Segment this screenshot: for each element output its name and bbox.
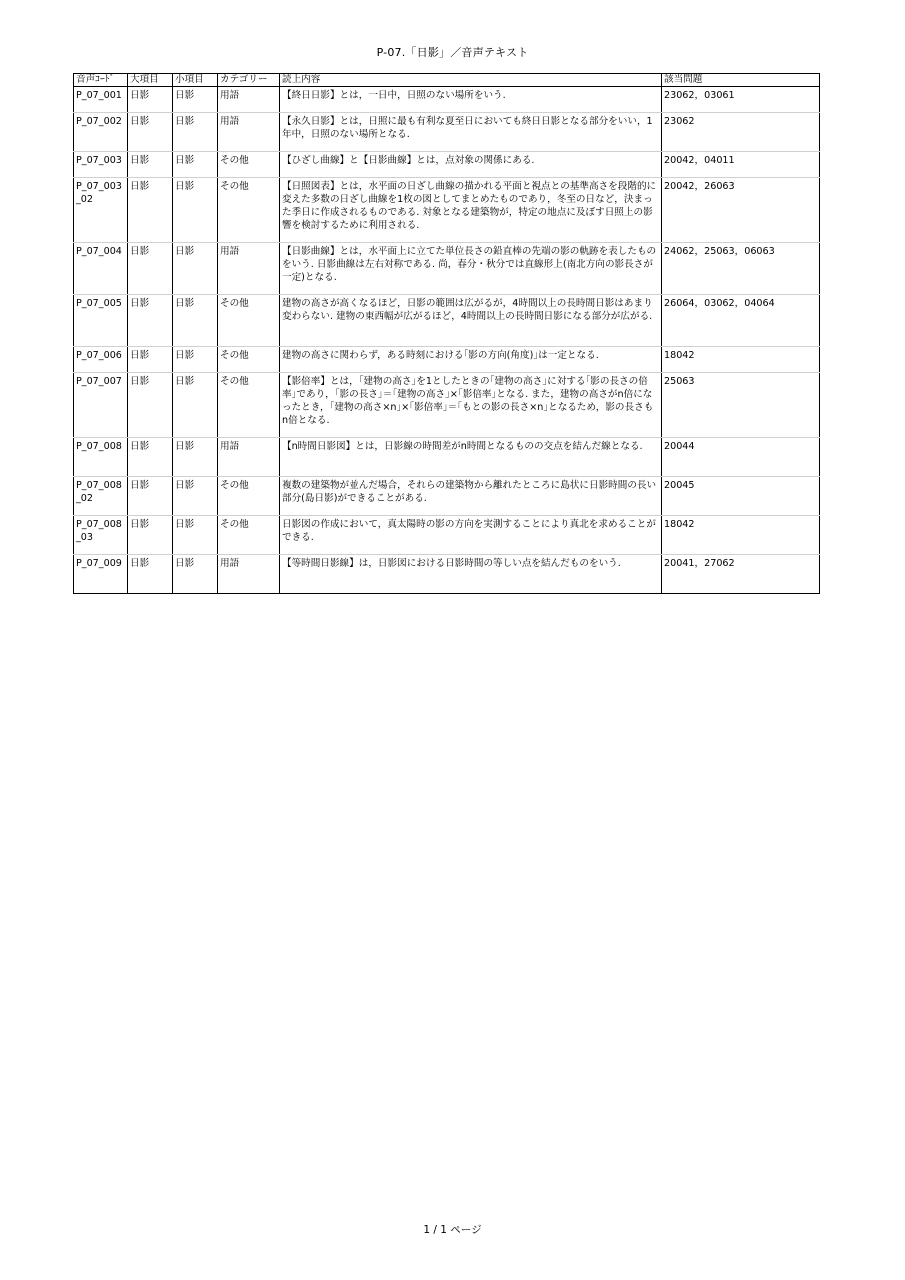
minor-item-cell: 日影 bbox=[173, 178, 218, 243]
header-related-questions: 該当問題 bbox=[662, 74, 820, 87]
table-row bbox=[74, 152, 820, 178]
header-reading-content: 読上内容 bbox=[280, 74, 662, 87]
reading-content-cell: 【ひざし曲線】と【日影曲線】とは，点対象の関係にある. bbox=[280, 152, 662, 178]
reading-content-cell: 複数の建築物が並んだ場合，それらの建築物から離れたところに島状に日影時間の長い部分(島日影)ができることがある. bbox=[280, 477, 662, 516]
related-questions-cell: 23062 bbox=[662, 113, 820, 152]
minor-item-cell: 日影 bbox=[173, 295, 218, 347]
minor-item-cell: 日影 bbox=[173, 243, 218, 295]
minor-item-cell: 日影 bbox=[173, 87, 218, 113]
related-questions-cell: 18042 bbox=[662, 347, 820, 373]
major-item-cell: 日影 bbox=[128, 438, 173, 477]
table-row bbox=[74, 438, 820, 477]
header-minor-item: 小項目 bbox=[173, 74, 218, 87]
category-cell: 用語 bbox=[218, 243, 280, 295]
related-questions-cell: 20042，04011 bbox=[662, 152, 820, 178]
header-row bbox=[74, 74, 820, 87]
page-title: P-07.「日影」／音声テキスト bbox=[376, 46, 529, 59]
minor-item-cell: 日影 bbox=[173, 373, 218, 438]
major-item-cell: 日影 bbox=[128, 243, 173, 295]
major-item-cell: 日影 bbox=[128, 113, 173, 152]
reading-content-cell: 建物の高さが高くなるほど，日影の範囲は広がるが，4時間以上の長時間日影はあまり変わらない. 建物の東西幅が広がるほど，4時間以上の長時間日影になる部分が広がる. bbox=[280, 295, 662, 347]
major-item-cell: 日影 bbox=[128, 295, 173, 347]
reading-content-cell: 【日照図表】とは，水平面の日ざし曲線の描かれる平面と視点との基準高さを段階的に変えた多数の日ざし曲線を1枚の図としてまとめたものであり，冬至の日など，決まった季日に作成されるものである. 対象となる建築物が，特定の地点に及ぼす日照上の影響を検討するために利用される. bbox=[280, 178, 662, 243]
major-item-cell: 日影 bbox=[128, 152, 173, 178]
reading-content-cell: 【影倍率】とは，｢建物の高さ｣を1としたときの｢建物の高さ｣に対する｢影の長さの倍率｣であり，｢影の長さ｣＝｢建物の高さ｣×｢影倍率｣となる. また，建物の高さがn倍になったとき，｢建物の高さ×n｣×｢影倍率｣＝｢もとの影の長さ×n｣となるため，影の長さもn倍となる. bbox=[280, 373, 662, 438]
related-questions-cell: 25063 bbox=[662, 373, 820, 438]
related-questions-cell: 23062，03061 bbox=[662, 87, 820, 113]
category-cell: その他 bbox=[218, 373, 280, 438]
reading-content-cell: 【終日日影】とは，一日中，日照のない場所をいう. bbox=[280, 87, 662, 113]
major-item-cell: 日影 bbox=[128, 555, 173, 594]
voice-code-cell: P_07_008_03 bbox=[74, 516, 128, 555]
minor-item-cell: 日影 bbox=[173, 152, 218, 178]
voice-text-table bbox=[73, 73, 820, 594]
reading-content-cell: 【永久日影】とは，日照に最も有利な夏至日においても終日日影となる部分をいい，1年中，日照のない場所となる. bbox=[280, 113, 662, 152]
category-cell: その他 bbox=[218, 516, 280, 555]
related-questions-cell: 20042，26063 bbox=[662, 178, 820, 243]
category-cell: 用語 bbox=[218, 555, 280, 594]
major-item-cell: 日影 bbox=[128, 516, 173, 555]
table-row bbox=[74, 555, 820, 594]
voice-code-cell: P_07_008 bbox=[74, 438, 128, 477]
related-questions-cell: 20044 bbox=[662, 438, 820, 477]
related-questions-cell: 20045 bbox=[662, 477, 820, 516]
related-questions-cell: 18042 bbox=[662, 516, 820, 555]
minor-item-cell: 日影 bbox=[173, 438, 218, 477]
voice-code-cell: P_07_001 bbox=[74, 87, 128, 113]
category-cell: 用語 bbox=[218, 438, 280, 477]
reading-content-cell: 【等時間日影線】は，日影図における日影時間の等しい点を結んだものをいう. bbox=[280, 555, 662, 594]
voice-code-cell: P_07_007 bbox=[74, 373, 128, 438]
table-body bbox=[74, 87, 820, 594]
minor-item-cell: 日影 bbox=[173, 516, 218, 555]
voice-code-cell: P_07_002 bbox=[74, 113, 128, 152]
voice-code-cell: P_07_008_02 bbox=[74, 477, 128, 516]
voice-code-cell: P_07_003_02 bbox=[74, 178, 128, 243]
voice-code-cell: P_07_005 bbox=[74, 295, 128, 347]
header-major-item: 大項目 bbox=[128, 74, 173, 87]
table-row bbox=[74, 178, 820, 243]
voice-code-cell: P_07_006 bbox=[74, 347, 128, 373]
header-voice-code: 音声ｺｰﾄﾞ bbox=[74, 74, 128, 87]
table-row bbox=[74, 295, 820, 347]
voice-code-cell: P_07_009 bbox=[74, 555, 128, 594]
table-row bbox=[74, 373, 820, 438]
table-row bbox=[74, 113, 820, 152]
header-category: カテゴリー bbox=[218, 74, 280, 87]
major-item-cell: 日影 bbox=[128, 373, 173, 438]
reading-content-cell: 【日影曲線】とは，水平面上に立てた単位長さの鉛直棒の先端の影の軌跡を表したものをいう. 日影曲線は左右対称である. 尚，春分・秋分では直線形上(南北方向の影長さが一定)となる. bbox=[280, 243, 662, 295]
category-cell: その他 bbox=[218, 477, 280, 516]
category-cell: その他 bbox=[218, 295, 280, 347]
reading-content-cell: 建物の高さに関わらず，ある時刻における｢影の方向(角度)｣は一定となる. bbox=[280, 347, 662, 373]
table-row bbox=[74, 516, 820, 555]
minor-item-cell: 日影 bbox=[173, 113, 218, 152]
category-cell: 用語 bbox=[218, 87, 280, 113]
major-item-cell: 日影 bbox=[128, 87, 173, 113]
voice-code-cell: P_07_004 bbox=[74, 243, 128, 295]
minor-item-cell: 日影 bbox=[173, 555, 218, 594]
page-footer: 1 / 1 ページ bbox=[423, 1224, 482, 1236]
reading-content-cell: 日影図の作成において，真太陽時の影の方向を実測することにより真北を求めることができる. bbox=[280, 516, 662, 555]
table-row bbox=[74, 477, 820, 516]
category-cell: その他 bbox=[218, 178, 280, 243]
table-row bbox=[74, 87, 820, 113]
related-questions-cell: 26064，03062，04064 bbox=[662, 295, 820, 347]
voice-code-cell: P_07_003 bbox=[74, 152, 128, 178]
major-item-cell: 日影 bbox=[128, 178, 173, 243]
major-item-cell: 日影 bbox=[128, 477, 173, 516]
related-questions-cell: 24062，25063，06063 bbox=[662, 243, 820, 295]
category-cell: その他 bbox=[218, 152, 280, 178]
major-item-cell: 日影 bbox=[128, 347, 173, 373]
minor-item-cell: 日影 bbox=[173, 347, 218, 373]
related-questions-cell: 20041，27062 bbox=[662, 555, 820, 594]
table-row bbox=[74, 347, 820, 373]
category-cell: 用語 bbox=[218, 113, 280, 152]
table-row bbox=[74, 243, 820, 295]
reading-content-cell: 【n時間日影図】とは，日影線の時間差がn時間となるものの交点を結んだ線となる. bbox=[280, 438, 662, 477]
table-header bbox=[74, 74, 820, 87]
minor-item-cell: 日影 bbox=[173, 477, 218, 516]
category-cell: その他 bbox=[218, 347, 280, 373]
